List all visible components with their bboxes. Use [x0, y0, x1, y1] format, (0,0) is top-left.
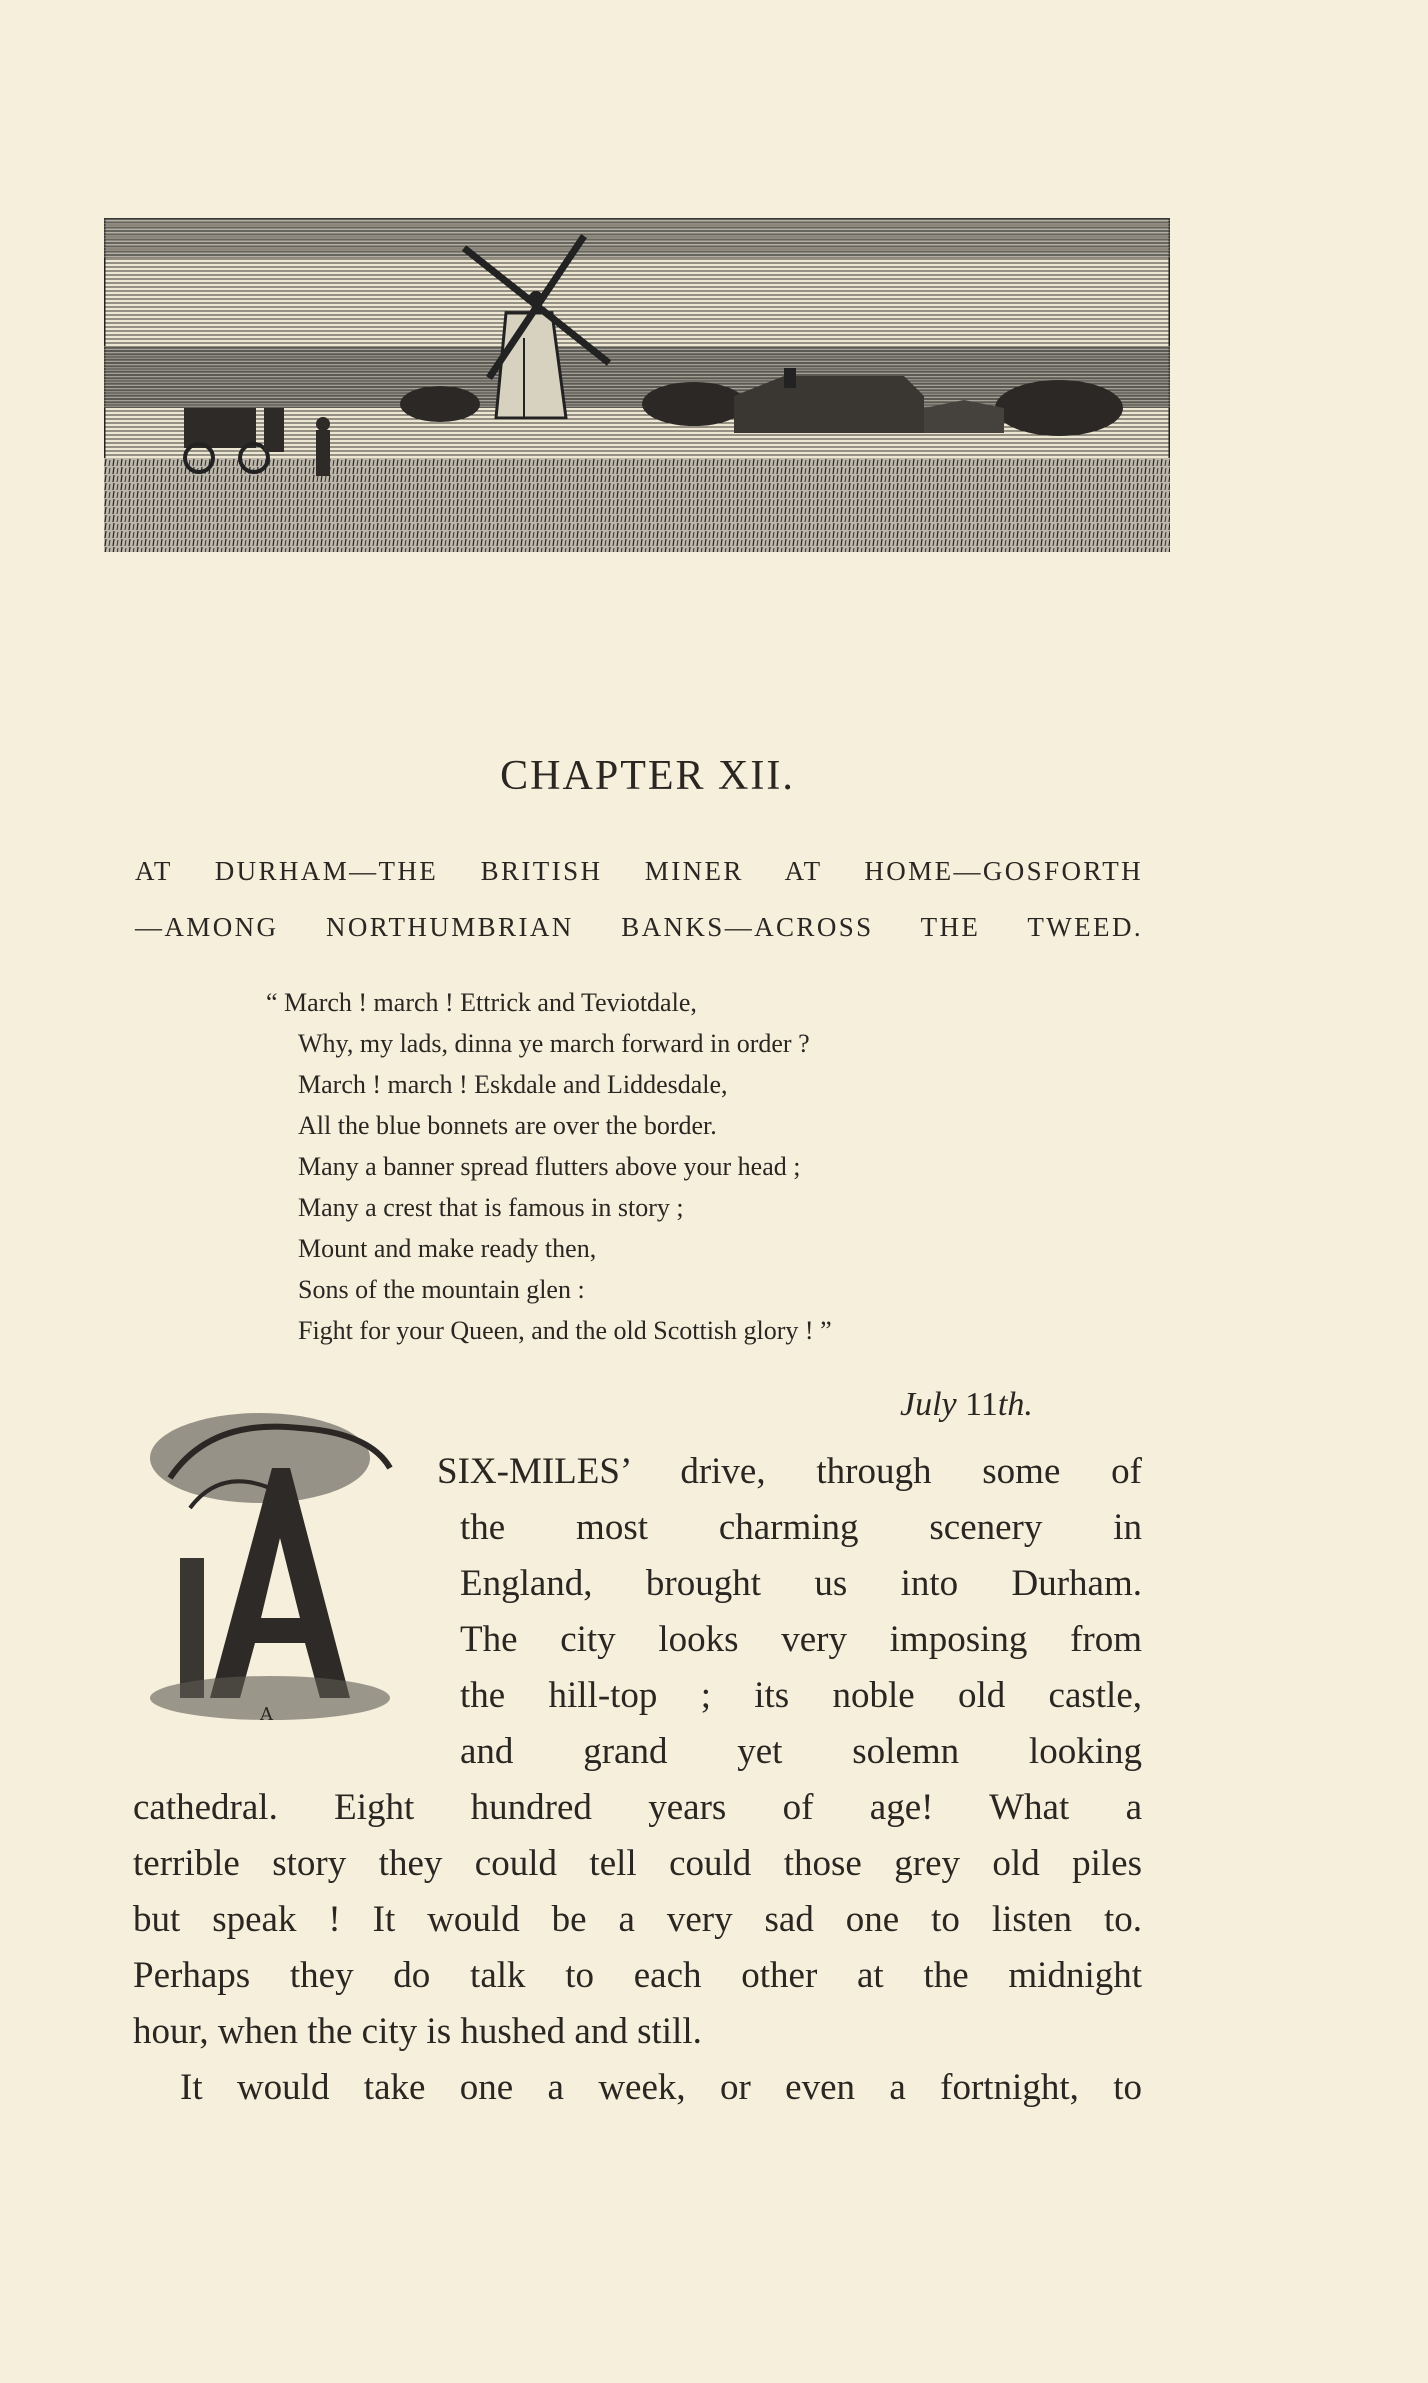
verse-line: Sons of the mountain glen : [298, 1275, 585, 1304]
verse-line: Fight for your Queen, and the old Scottish glory ! ” [298, 1316, 832, 1345]
verse-line: March ! march ! Eskdale and Liddesdale, [298, 1070, 728, 1099]
body-line: Perhaps they do talk to each other at the midnight [133, 1955, 1142, 1996]
windmill-landscape-engraving [104, 218, 1170, 552]
date-suffix: th. [997, 1386, 1033, 1423]
body-line: It would take one a week, or even a fortnight, to [180, 2067, 1142, 2108]
verse-line: Mount and make ready then, [298, 1234, 597, 1263]
verse-line: Many a crest that is famous in story ; [298, 1193, 684, 1222]
verse-line: All the blue bonnets are over the border. [298, 1111, 717, 1140]
body-line: but speak ! It would be a very sad one to listen to. [133, 1899, 1142, 1940]
body-line: the hill-top ; its noble old castle, [460, 1675, 1142, 1716]
body-line: SIX-MILES’ drive, through some of [437, 1451, 1142, 1492]
verse-line: “ March ! march ! Ettrick and Teviotdale, [266, 988, 697, 1017]
chapter-title: CHAPTER XII. [500, 753, 795, 799]
entry-date [900, 1386, 1033, 1424]
body-line: cathedral. Eight hundred years of age! What a [133, 1787, 1142, 1828]
initial-letter: A [260, 1704, 273, 1725]
body-line: the most charming scenery in [460, 1507, 1142, 1548]
chapter-subtitle-line-2: —AMONG NORTHUMBRIAN BANKS—ACROSS THE TWEED. [135, 912, 1143, 942]
body-line: England, brought us into Durham. [460, 1563, 1142, 1604]
chapter-subtitle-line-1: AT DURHAM—THE BRITISH MINER AT HOME—GOSFORTH [135, 856, 1143, 886]
date-month: July [900, 1386, 957, 1423]
decorated-initial-a [150, 1398, 412, 1728]
verse-epigraph [266, 982, 832, 1351]
body-line: The city looks very imposing from [460, 1619, 1142, 1660]
body-line: terrible story they could tell could those grey old piles [133, 1843, 1142, 1884]
body-line: hour, when the city is hushed and still. [133, 2011, 702, 2052]
date-day: 11 [965, 1386, 998, 1423]
body-line: and grand yet solemn looking [460, 1731, 1142, 1772]
verse-line: Many a banner spread flutters above your head ; [298, 1152, 801, 1181]
verse-line: Why, my lads, dinna ye march forward in order ? [298, 1029, 810, 1058]
